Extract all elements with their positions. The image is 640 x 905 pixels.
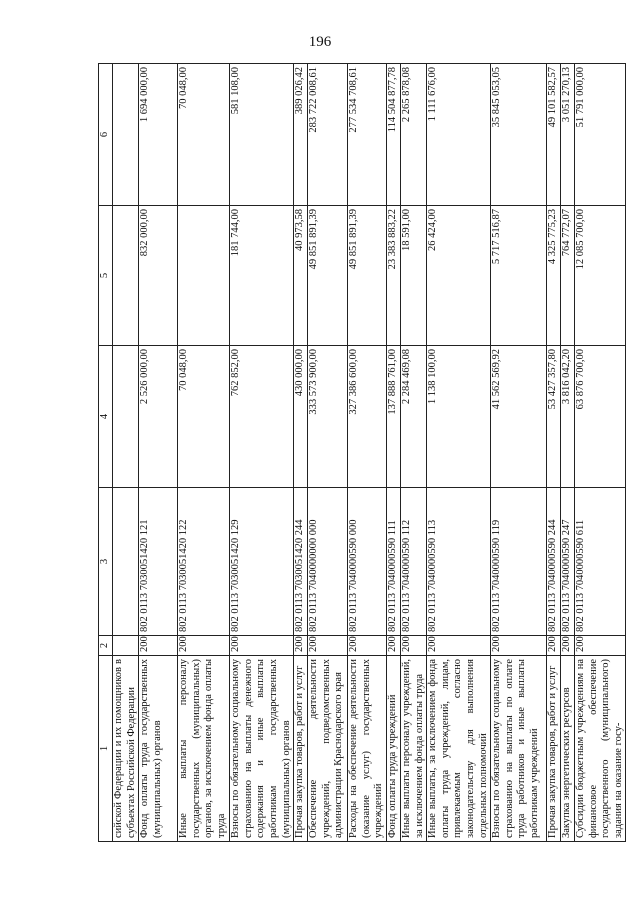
row-name: Закупка энергетических ресурсов	[561, 656, 575, 842]
table-row	[308, 64, 348, 842]
table-row	[178, 64, 230, 842]
row-code: 802 0113 7040000590 244	[547, 488, 561, 636]
row-code: 802 0113 7030051420 129	[230, 488, 294, 636]
header-col-1: 1	[99, 656, 113, 842]
row-value-5: 764 772,07	[561, 206, 575, 346]
row-name: Фонд оплаты труда государственных (муниципальных) органов	[139, 656, 178, 842]
row-value-6: 1 111 676,00	[427, 64, 491, 206]
row-name: Обеспечение деятельности учреждений, подведомственных администрации Краснодарского края	[308, 656, 348, 842]
row-code: 802 0113 7040000590 247	[561, 488, 575, 636]
row-value-6: 3 051 270,13	[561, 64, 575, 206]
row-name: Фонд оплаты труда учреждений	[386, 656, 400, 842]
row-value-6: 1 694 000,00	[139, 64, 178, 206]
row-code	[113, 488, 139, 636]
row-name: Иные выплаты персоналу учреждений, за исключением фонда оплаты труда	[400, 656, 426, 842]
row-value-6: 283 722 008,61	[308, 64, 348, 206]
row-value-5: 49 851 891,39	[308, 206, 348, 346]
budget-table-container	[98, 64, 624, 842]
row-code: 802 0113 7030051420 122	[178, 488, 230, 636]
header-col-4: 4	[99, 346, 113, 488]
table-row	[491, 64, 547, 842]
table-row	[427, 64, 491, 842]
row-value-5: 23 383 883,22	[386, 206, 400, 346]
row-code: 802 0113 7040000590 611	[575, 488, 626, 636]
row-code: 802 0113 7040000590 113	[427, 488, 491, 636]
header-col-2: 2	[99, 636, 113, 656]
table-row	[400, 64, 426, 842]
row-col2: 200	[400, 636, 426, 656]
row-value-5: 181 744,00	[230, 206, 294, 346]
row-value-6: 2 265 878,08	[400, 64, 426, 206]
row-code: 802 0113 7040000590 119	[491, 488, 547, 636]
table-row	[561, 64, 575, 842]
row-col2: 200	[230, 636, 294, 656]
row-value-5: 26 424,00	[427, 206, 491, 346]
row-value-6: 581 108,00	[230, 64, 294, 206]
row-name: Расходы на обеспечение деятельности (оказание услуг) государственных учреждений	[348, 656, 387, 842]
row-value-5: 4 325 775,23	[547, 206, 561, 346]
row-name: Иные выплаты персоналу государственных (муниципальных) органов, за исключением фонда оплаты труда	[178, 656, 230, 842]
row-col2	[113, 636, 139, 656]
row-col2: 200	[491, 636, 547, 656]
page-number: 196	[308, 34, 332, 50]
row-value-6	[113, 64, 139, 206]
row-code: 802 0113 7030051420 244	[294, 488, 308, 636]
row-value-4: 70 048,00	[178, 346, 230, 488]
row-col2: 200	[575, 636, 626, 656]
row-value-5	[113, 206, 139, 346]
row-value-5: 832 000,00	[139, 206, 178, 346]
budget-table	[98, 63, 626, 842]
row-name: сийской Федерации и их помощников в субъектах Российской Федерации	[113, 656, 139, 842]
row-value-4	[113, 346, 139, 488]
row-value-6: 277 534 708,61	[348, 64, 387, 206]
row-col2: 200	[139, 636, 178, 656]
row-value-5: 12 085 700,00	[575, 206, 626, 346]
row-value-4: 430 000,00	[294, 346, 308, 488]
table-row	[139, 64, 178, 842]
row-value-4: 762 852,00	[230, 346, 294, 488]
row-value-6: 114 504 877,78	[386, 64, 400, 206]
row-value-4: 1 138 100,00	[427, 346, 491, 488]
row-name: Взносы по обязательному социальному страхованию на выплаты денежного содержания и иные выплаты работникам государственных (муниципальных) органов	[230, 656, 294, 842]
row-value-5: 18 591,00	[400, 206, 426, 346]
table-row	[386, 64, 400, 842]
row-value-6: 49 101 582,57	[547, 64, 561, 206]
row-col2: 200	[386, 636, 400, 656]
header-col-6: 6	[99, 64, 113, 206]
row-value-4: 3 816 042,20	[561, 346, 575, 488]
row-value-5: 49 851 891,39	[348, 206, 387, 346]
row-code: 802 0113 7030051420 121	[139, 488, 178, 636]
row-value-4: 2 284 469,08	[400, 346, 426, 488]
row-value-4: 2 526 000,00	[139, 346, 178, 488]
row-name: Прочая закупка товаров, работ и услуг	[294, 656, 308, 842]
table-row	[575, 64, 626, 842]
row-value-4: 137 888 761,00	[386, 346, 400, 488]
row-value-4: 41 562 569,92	[491, 346, 547, 488]
row-value-4: 53 427 357,80	[547, 346, 561, 488]
row-name: Прочая закупка товаров, работ и услуг	[547, 656, 561, 842]
row-value-4: 327 386 600,00	[348, 346, 387, 488]
row-code: 802 0113 7040000590 000	[348, 488, 387, 636]
table-row	[294, 64, 308, 842]
table-row	[113, 64, 139, 842]
row-code: 802 0113 7040000590 112	[400, 488, 426, 636]
row-name: Субсидии бюджетным учреждениям на финансовое обеспечение государственного (муниципального) задания на оказание госу-	[575, 656, 626, 842]
row-value-5: 40 973,58	[294, 206, 308, 346]
table-row	[348, 64, 387, 842]
row-name: Взносы по обязательному социальному страхованию на выплаты по оплате труда работников и иные выплаты работникам учреждений	[491, 656, 547, 842]
row-value-4: 333 573 900,00	[308, 346, 348, 488]
header-row	[99, 64, 113, 842]
table-row	[547, 64, 561, 842]
row-value-4: 63 876 700,00	[575, 346, 626, 488]
header-col-3: 3	[99, 488, 113, 636]
row-col2: 200	[308, 636, 348, 656]
row-value-5	[178, 206, 230, 346]
row-col2: 200	[178, 636, 230, 656]
row-code: 802 0113 7040000000 000	[308, 488, 348, 636]
row-value-6: 35 845 053,05	[491, 64, 547, 206]
row-col2: 200	[294, 636, 308, 656]
row-col2: 200	[348, 636, 387, 656]
row-value-6: 51 791 000,00	[575, 64, 626, 206]
row-value-5: 5 717 516,87	[491, 206, 547, 346]
row-value-6: 70 048,00	[178, 64, 230, 206]
row-name: Иные выплаты, за исключением фонда оплаты труда учреждений, лицам, привлекаемым согласно законодательству для выполнения отдельных полномочий	[427, 656, 491, 842]
row-code: 802 0113 7040000590 111	[386, 488, 400, 636]
header-col-5: 5	[99, 206, 113, 346]
row-value-6: 389 026,42	[294, 64, 308, 206]
row-col2: 200	[561, 636, 575, 656]
row-col2: 200	[547, 636, 561, 656]
table-row	[230, 64, 294, 842]
row-col2: 200	[427, 636, 491, 656]
